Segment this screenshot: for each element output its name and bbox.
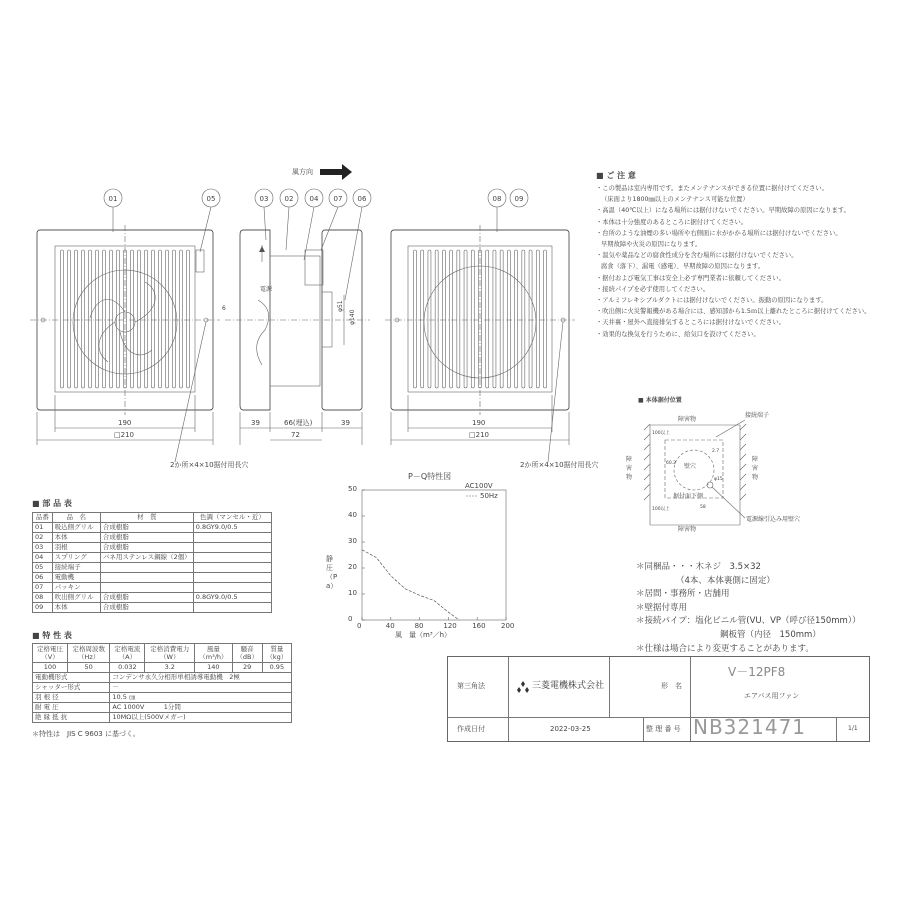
tb-date-label: 作成日付 (457, 725, 485, 733)
parts-cell: 04 (33, 553, 53, 563)
callout-07: 07 (333, 195, 343, 203)
pq-title: P－Q特性図 (408, 472, 452, 481)
parts-cell (193, 553, 271, 563)
notes-line: 早期故障や火災の原因になります。 (601, 241, 702, 248)
dim-back-190: 190 (472, 419, 486, 427)
table-row (33, 523, 272, 533)
dim-side-39b: 39 (341, 419, 350, 427)
spec-header-cell: 騒音 （dB） (232, 644, 262, 663)
pq-x-tick-label: 120 (443, 622, 457, 630)
dim-phi51: φ51 (337, 300, 344, 312)
spec-header-cell: 質量 （kg） (262, 644, 291, 663)
install-d6: 100以上 (652, 507, 670, 512)
parts-cell: 吸込側グリル (52, 523, 100, 533)
grille-slat (442, 250, 445, 388)
pq-x-tick-label: 200 (501, 622, 515, 630)
pq-legend-ac: AC100V (465, 482, 493, 490)
parts-cell: 羽根 (52, 543, 100, 553)
table-row (33, 553, 272, 563)
spec-insulation-label: 絶 縁 抵 抗 (33, 713, 110, 723)
parts-cell: 接続端子 (52, 563, 100, 573)
grille-slat (152, 250, 155, 388)
mitsubishi-logo-icon (516, 681, 530, 693)
install-cable-hole: 電源線引込み用壁穴 (746, 516, 801, 523)
table-row (33, 603, 272, 613)
grille-slat (68, 250, 71, 388)
pq-curve-line (362, 550, 459, 620)
grille-slat (180, 250, 183, 388)
parts-cell: 09 (33, 603, 53, 613)
grille-slat (507, 250, 510, 388)
callout-bubbles (104, 189, 528, 300)
grille-slat (536, 250, 539, 388)
pq-y-tick-label: 20 (348, 563, 357, 571)
tb-product: エアパス用ファン (744, 692, 800, 700)
parts-cell: 電動機 (52, 573, 100, 583)
pq-ylabel: 静圧（Pa） (326, 555, 338, 590)
notes-line: ・高温（40℃以上）になる場所には据付けないでください。早期故障の原因になります。 (596, 207, 850, 215)
notes-line: 腐食（落下）、漏電（感電）、早期故障の原因になります。 (601, 263, 765, 271)
grille-slat (544, 250, 547, 388)
spec-value-cell: 3.2 (145, 663, 195, 673)
dim-phi140: φ140 (349, 309, 356, 325)
grille-slat (166, 250, 169, 388)
spec-header-cell: 風量 （m³/h） (195, 644, 233, 663)
install-title: ■ 本体据付位置 (638, 397, 682, 404)
grille-slat (75, 250, 78, 388)
grille-slat (515, 250, 518, 388)
callout-05: 05 (206, 195, 216, 203)
grille-slat (529, 250, 532, 388)
parts-cell: 06 (33, 573, 53, 583)
spec-blade-value: 10.5 ㎝ (110, 693, 292, 703)
parts-cell: 合成樹脂 (100, 533, 193, 543)
spec-value-cell: 50 (68, 663, 110, 673)
table-row (33, 573, 272, 583)
install-obstacle-right: 障 害 物 (752, 456, 759, 481)
grille-slat (486, 250, 489, 388)
spec-shutter-label: シャッター形式 (33, 683, 110, 693)
mount-holes-right: 2か所×4×10据付用長穴 (520, 461, 599, 469)
spec-right-line: ＊壁据付専用 (636, 603, 688, 613)
grille-slat (464, 250, 467, 388)
grille-slat (96, 250, 99, 388)
power-label: 電源 (260, 286, 273, 293)
parts-cell (100, 573, 193, 583)
parts-cell: 本体 (52, 533, 100, 543)
notes-line: ・天井裏・屋外へ直接排気するところには据付けないでください。 (596, 319, 785, 327)
parts-cell: 01 (33, 523, 53, 533)
parts-cell: 03 (33, 543, 53, 553)
parts-cell: パッキン (52, 583, 100, 593)
spec-right-line: ＊同梱品・・・木ネジ 3.5×32 (636, 562, 761, 572)
grille-slat (435, 250, 438, 388)
grille-slat (428, 250, 431, 388)
parts-cell: 0.8GY9.0/0.5 (193, 593, 271, 603)
parts-cell (193, 533, 271, 543)
pq-y-tick-label: 30 (348, 537, 357, 545)
grille-slat (173, 250, 176, 388)
spec-value-cell: 140 (195, 663, 233, 673)
airflow-arrow-icon (320, 164, 352, 180)
spec-header-cell: 定格電流 （A） (110, 644, 145, 663)
install-d1: 100以上 (652, 431, 670, 436)
spec-right-line: 鋼板管（内径 150mm） (720, 630, 821, 640)
parts-cell: 合成樹脂 (100, 523, 193, 533)
spec-right-line: ＊居間・事務所・店舗用 (636, 589, 730, 599)
pq-x-tick-label: 40 (385, 622, 395, 630)
parts-title: ■ 部 品 表 (32, 499, 72, 508)
dim-front-190: 190 (118, 419, 132, 427)
grille-slat (187, 250, 190, 388)
spec-value-cell: 0.95 (262, 663, 291, 673)
parts-cell: 合成樹脂 (100, 603, 193, 613)
parts-cell (193, 543, 271, 553)
parts-cell: バネ用ステンレス鋼線（2個） (100, 553, 193, 563)
spec-shutter-value: － (110, 683, 292, 693)
table-row (33, 533, 272, 543)
spec-voltage-value: AC 1000V 1分間 (110, 703, 292, 713)
tb-date: 2022-03-25 (550, 725, 591, 733)
parts-header-cell: 材 質 (100, 513, 193, 523)
pq-x-tick-label: 160 (472, 622, 486, 630)
pq-legend-hz: 50Hz (480, 492, 498, 500)
title-block (447, 656, 870, 742)
airflow-label: 風方向 (292, 168, 313, 176)
spec-insulation-value: 10MΩ以上(500Vメガー) (110, 713, 292, 723)
table-row (33, 543, 272, 553)
grille-slat (421, 250, 424, 388)
notes-line: ・吹出側に火災警報機がある場合には、感知部から1.5ｍ以上離れたところに据付けてください。 (596, 308, 871, 316)
grille-slat (89, 250, 92, 388)
pq-y-tick-label: 50 (348, 485, 357, 493)
spec-header-cell: 定格電圧 （V） (33, 644, 68, 663)
tb-company: 三菱電機株式会社 (532, 681, 605, 691)
callout-02: 02 (284, 195, 294, 203)
dim-side-39a: 39 (251, 419, 260, 427)
callout-04: 04 (309, 195, 319, 203)
callout-09: 09 (514, 195, 524, 203)
install-d3: 2.7 (712, 449, 720, 454)
tb-projection: 第三角法 (457, 682, 485, 690)
parts-cell: 本体 (52, 603, 100, 613)
grille-slat (493, 250, 496, 388)
notes-line: ・据付および電気工事は安全上必ず専門業者に依頼してください。 (596, 274, 785, 282)
install-d4: φ15 (714, 477, 723, 482)
specs-table (32, 643, 292, 723)
parts-header-cell: 品番 (33, 513, 53, 523)
parts-cell (193, 573, 271, 583)
grille-slat (159, 250, 162, 388)
notes-line: ・アルミフレキシブルダクトには据付けないでください。振動の原因になります。 (596, 297, 828, 304)
tb-form-label: 形 名 (661, 682, 682, 690)
spec-value-cell: 100 (33, 663, 68, 673)
callout-01: 01 (108, 195, 118, 203)
parts-cell (193, 583, 271, 593)
dim-side-72: 72 (291, 431, 300, 439)
callout-08: 08 (492, 195, 502, 203)
notes-title: ■ ご 注 意 (596, 171, 636, 180)
install-obstacle-top: 障害物 (678, 416, 697, 423)
spec-right-line: ＊仕様は場合により変更することがあります。 (636, 644, 814, 654)
spec-header-cell: 定格周波数 （Hz） (68, 644, 110, 663)
notes-line: ・温気や薬品などの腐食性成分を含む場所には据付けないでください。 (596, 252, 798, 260)
grille-slat (61, 250, 64, 388)
dim-six: 6 (222, 305, 226, 312)
pq-xlabel: 風 量（m³／h） (395, 631, 452, 639)
table-row (33, 563, 272, 573)
parts-cell: 07 (33, 583, 53, 593)
spec-blade-label: 羽 根 径 (33, 693, 110, 703)
grille-slat (471, 250, 474, 388)
parts-cell: 0.8GY9.0/0.5 (193, 523, 271, 533)
dim-side-66: 66(埋込) (284, 419, 313, 427)
notes-line: ・この製品は室内専用です。またメンテナンスができる位置に据付けてください。 (596, 185, 828, 192)
pq-x-tick-label: 80 (414, 622, 424, 630)
parts-header-cell: 品 名 (52, 513, 100, 523)
parts-cell: 05 (33, 563, 53, 573)
pq-y-tick-label: 0 (348, 615, 353, 623)
parts-table (32, 512, 272, 613)
specs-title: ■ 特 性 表 (32, 631, 72, 640)
table-row (33, 593, 272, 603)
install-obstacle-bottom: 障害物 (678, 526, 697, 533)
tb-number: NB321471 (693, 715, 807, 739)
spec-footnote: ＊特性は JIS C 9603 に基づく。 (32, 730, 140, 738)
tb-sheet: 1/1 (848, 725, 858, 732)
notes-line: ・本体は十分強度のあるところに据付けてください。 (596, 218, 748, 226)
table-row (33, 583, 272, 593)
parts-cell: 02 (33, 533, 53, 543)
back-view (385, 225, 575, 415)
notes-line: ・接続パイプを必ず使用してください。 (596, 285, 710, 293)
notes-line: ・台所のような油煙の多い場所や右側面に水がかかる場所には据付けないでください。 (596, 229, 842, 237)
grille-slat (103, 250, 106, 388)
install-terminal: 接続端子 (745, 412, 770, 419)
install-d2: 60.2 (666, 461, 677, 466)
parts-cell: 合成樹脂 (100, 543, 193, 553)
parts-cell (193, 603, 271, 613)
spec-value-cell: 0.032 (110, 663, 145, 673)
pq-y-tick-label: 10 (348, 589, 357, 597)
tb-number-label: 整 理 番 号 (646, 725, 681, 733)
grille-slat (145, 250, 148, 388)
spec-right-line: ＊接続パイプ：塩化ビニル管(VU、VP（呼び径150mm）） (636, 616, 861, 626)
grille-slat (414, 250, 417, 388)
callout-06: 06 (357, 195, 367, 203)
parts-cell (193, 563, 271, 573)
dim-back-210: □210 (469, 431, 489, 439)
parts-cell (100, 563, 193, 573)
parts-header-cell: 色調（マンセル・近） (193, 513, 271, 523)
tb-model: V－12PF8 (728, 665, 786, 679)
spec-motor-value: コンデンサ永久分相形単相誘導電動機 2極 (110, 673, 292, 683)
pq-y-tick-label: 40 (348, 511, 357, 519)
spec-value-cell: 29 (232, 663, 262, 673)
notes-line: （床面より1800㎜以上のメンテナンス可能な位置） (601, 196, 749, 204)
callout-03: 03 (259, 195, 269, 203)
install-mount-side: 据付面下側 (673, 493, 704, 500)
grille-slat (110, 250, 113, 388)
parts-cell: スプリング (52, 553, 100, 563)
install-wall-hole: 壁穴 (684, 463, 697, 470)
spec-header-cell: 定格消費電力 （W） (145, 644, 195, 663)
parts-cell (100, 583, 193, 593)
spec-motor-label: 電動機形式 (33, 673, 110, 683)
grille-slat (522, 250, 525, 388)
grille-slat (450, 250, 453, 388)
dim-front-210: □210 (114, 431, 134, 439)
grille-slat (82, 250, 85, 388)
pq-chart (362, 490, 506, 620)
spec-right-line: （4本、本体裏側に固定） (676, 576, 775, 586)
parts-cell: 08 (33, 593, 53, 603)
pq-x-tick-label: 0 (357, 622, 362, 630)
parts-cell: 吹出側グリル (52, 593, 100, 603)
spec-voltage-label: 耐 電 圧 (33, 703, 110, 713)
mount-holes-left: 2か所×4×10据付用長穴 (170, 461, 249, 469)
parts-cell: 合成樹脂 (100, 593, 193, 603)
notes-line: ・効果的な換気を行うために、給気口を設けてください。 (596, 330, 760, 338)
install-obstacle-left: 障 害 物 (626, 456, 633, 481)
install-d5: 58 (700, 505, 706, 510)
